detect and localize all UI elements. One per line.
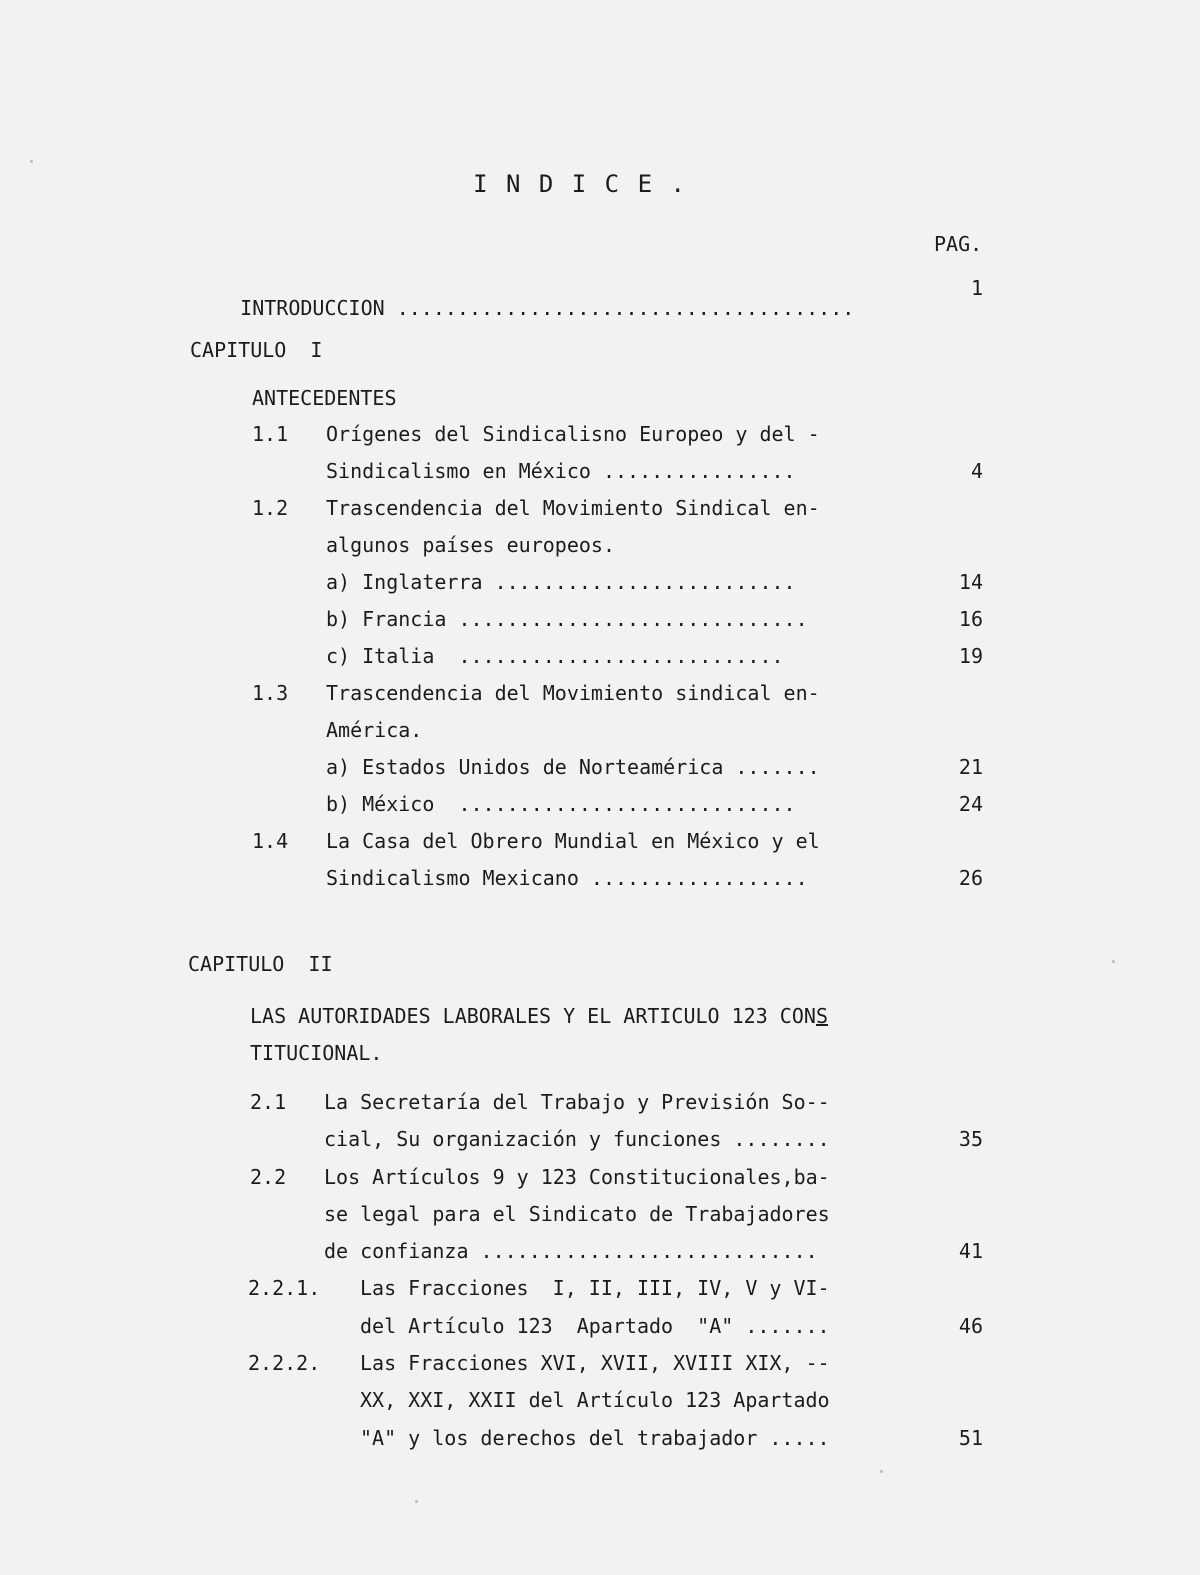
toc-entry-text: Trascendencia del Movimiento Sindical en- (326, 496, 820, 520)
toc-subentry: b) México ............................ (326, 792, 796, 816)
scan-speck (415, 1500, 418, 1503)
toc-entry-text: La Casa del Obrero Mundial en México y el (326, 829, 820, 853)
toc-entry-label: INTRODUCCION (240, 296, 385, 320)
toc-entry-number: 1.4 (252, 829, 289, 853)
toc-entry-number: 2.2 (250, 1165, 287, 1189)
toc-subentry: c) Italia ........................... (326, 644, 784, 668)
toc-entry-introduccion (192, 278, 854, 338)
toc-subentry: b) Francia ............................. (326, 607, 808, 631)
toc-entry-text: algunos países europeos. (326, 533, 615, 557)
chapter-2-heading-text: LAS AUTORIDADES LABORALES Y EL ARTICULO 123 CON (250, 1004, 816, 1028)
toc-subentry: a) Inglaterra ......................... (326, 570, 796, 594)
chapter-2-heading-cont: TITUCIONAL. (250, 1041, 383, 1065)
toc-entry-text: Las Fracciones I, II, III, IV, V y VI- (360, 1276, 830, 1300)
toc-entry-number: 2.2.2. (248, 1351, 321, 1375)
page-column-header: PAG. (934, 232, 983, 256)
toc-page-number: 19 (958, 644, 983, 668)
toc-entry-text: "A" y los derechos del trabajador ..... (360, 1426, 830, 1450)
toc-page-number: 26 (958, 866, 983, 890)
toc-entry-number: 2.2.1. (248, 1276, 321, 1300)
toc-subentry: a) Estados Unidos de Norteamérica ....... (326, 755, 820, 779)
toc-entry-text: XX, XXI, XXII del Artículo 123 Apartado (360, 1388, 830, 1412)
toc-entry-text: se legal para el Sindicato de Trabajadores (324, 1202, 830, 1226)
toc-leader: ...................................... (384, 296, 855, 320)
chapter-2-heading (250, 1006, 828, 1026)
toc-page-number: 46 (958, 1314, 983, 1338)
toc-entry-text: Sindicalismo Mexicano .................. (326, 866, 808, 890)
toc-entry-number: 1.2 (252, 496, 289, 520)
toc-entry-text: Los Artículos 9 y 123 Constitucionales,ba- (324, 1165, 830, 1189)
chapter-1-label: CAPITULO I (190, 338, 323, 362)
toc-entry-number: 1.3 (252, 681, 289, 705)
toc-entry-text: cial, Su organización y funciones ........ (324, 1127, 830, 1151)
toc-entry-text: del Artículo 123 Apartado "A" ....... (360, 1314, 830, 1338)
scan-speck (1112, 960, 1115, 963)
toc-entry-text: La Secretaría del Trabajo y Previsión So-- (324, 1090, 830, 1114)
toc-page-number: 14 (958, 570, 983, 594)
index-title: I N D I C E . (473, 170, 687, 198)
toc-entry-text: Las Fracciones XVI, XVII, XVIII XIX, -- (360, 1351, 830, 1375)
toc-entry-text: Trascendencia del Movimiento sindical en- (326, 681, 820, 705)
toc-page-number: 41 (958, 1239, 983, 1263)
scan-speck (30, 160, 33, 163)
toc-entry-number: 1.1 (252, 422, 289, 446)
toc-entry-number: 2.1 (250, 1090, 287, 1114)
toc-entry-text: Sindicalismo en México ................ (326, 459, 796, 483)
scan-speck (880, 1470, 883, 1473)
toc-page-number: 35 (958, 1127, 983, 1151)
toc-entry-text: América. (326, 718, 423, 742)
chapter-1-heading: ANTECEDENTES (252, 386, 397, 410)
chapter-2-label: CAPITULO II (188, 952, 333, 976)
toc-page-number: 4 (970, 459, 983, 483)
toc-entry-text: de confianza ............................ (324, 1239, 818, 1263)
toc-page-number: 16 (958, 607, 983, 631)
toc-page-number: 1 (970, 276, 983, 300)
toc-page-number: 51 (958, 1426, 983, 1450)
toc-page-number: 24 (958, 792, 983, 816)
toc-page-number: 21 (958, 755, 983, 779)
chapter-2-heading-underlined: S (815, 1004, 828, 1028)
toc-entry-text: Orígenes del Sindicalisno Europeo y del - (326, 422, 820, 446)
